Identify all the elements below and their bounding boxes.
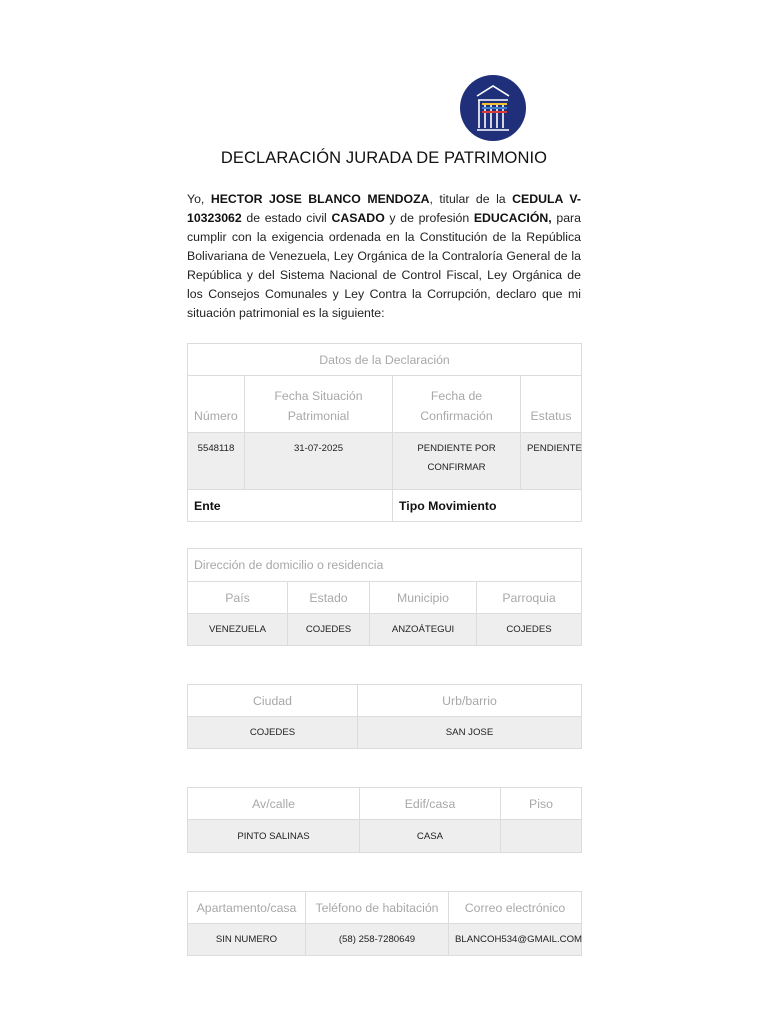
document-title: DECLARACIÓN JURADA DE PATRIMONIO (220, 149, 548, 167)
value-numero: 5548118 (188, 433, 245, 490)
value-estatus: PENDIENTE (521, 433, 582, 490)
header-apartamento: Apartamento/casa (188, 892, 306, 924)
value-ciudad: COJEDES (188, 717, 358, 749)
header-numero: Número (188, 376, 245, 433)
address-table (187, 548, 582, 646)
value-telefono: (58) 258-7280649 (306, 924, 449, 956)
ente-label: Ente (188, 490, 393, 522)
contact-table (187, 891, 582, 956)
address-caption: Dirección de domicilio o residencia (188, 549, 582, 582)
declarant-name: HECTOR JOSE BLANCO MENDOZA (210, 192, 430, 206)
header-ciudad: Ciudad (188, 685, 358, 717)
value-correo: BLANCOH534@GMAIL.COM (449, 924, 582, 956)
intro-paragraph (187, 190, 581, 323)
value-fecha-confirmacion: PENDIENTE POR CONFIRMAR (393, 433, 521, 490)
tipo-movimiento-label: Tipo Movimiento (393, 490, 582, 522)
value-urb-barrio: SAN JOSE (358, 717, 582, 749)
value-pais: VENEZUELA (188, 614, 288, 646)
header-piso: Piso (501, 788, 582, 820)
header-edif-casa: Edif/casa (360, 788, 501, 820)
header-parroquia: Parroquia (477, 582, 582, 614)
intro-text-3: de estado civil (241, 211, 332, 225)
value-municipio: ANZOÁTEGUI (370, 614, 477, 646)
intro-text-4: y de profesión (384, 211, 474, 225)
value-apartamento: SIN NUMERO (188, 924, 306, 956)
declaration-table (187, 343, 582, 522)
header-municipio: Municipio (370, 582, 477, 614)
civil-status: CASADO (331, 211, 385, 225)
header-estado: Estado (288, 582, 370, 614)
value-parroquia: COJEDES (477, 614, 582, 646)
header-fecha-confirmacion: Fecha de Confirmación (393, 376, 521, 433)
contraloria-logo-icon (459, 74, 527, 142)
declarant-id: CEDULA V-10323062 (187, 192, 581, 225)
value-piso (501, 820, 582, 853)
header-estatus: Estatus (521, 376, 582, 433)
profession: EDUCACIÓN, (473, 211, 552, 225)
street-table (187, 787, 582, 853)
value-fecha-situacion: 31-07-2025 (245, 433, 393, 490)
value-estado: COJEDES (288, 614, 370, 646)
header-fecha-situacion: Fecha Situación Patrimonial (245, 376, 393, 433)
header-av-calle: Av/calle (188, 788, 360, 820)
header-telefono: Teléfono de habitación (306, 892, 449, 924)
header-correo: Correo electrónico (449, 892, 582, 924)
declaration-caption: Datos de la Declaración (188, 344, 582, 376)
value-av-calle: PINTO SALINAS (188, 820, 360, 853)
value-edif-casa: CASA (360, 820, 501, 853)
intro-text-2: , titular de la (429, 192, 513, 206)
header-urb-barrio: Urb/barrio (358, 685, 582, 717)
intro-text-5: para cumplir con la exigencia ordenada en la Constitución de la República Bolivariana de Venezuela, Ley Orgánica de la Contraloría General de la República y del Sistema Nacional de Control Fiscal, Ley Orgánica de los Consejos Comunales y Ley Contra la Corrupción, declaro que mi situación patrimonial es la siguiente: (187, 211, 581, 320)
city-table (187, 684, 582, 749)
header-pais: País (188, 582, 288, 614)
intro-text-1: Yo, (187, 192, 211, 206)
